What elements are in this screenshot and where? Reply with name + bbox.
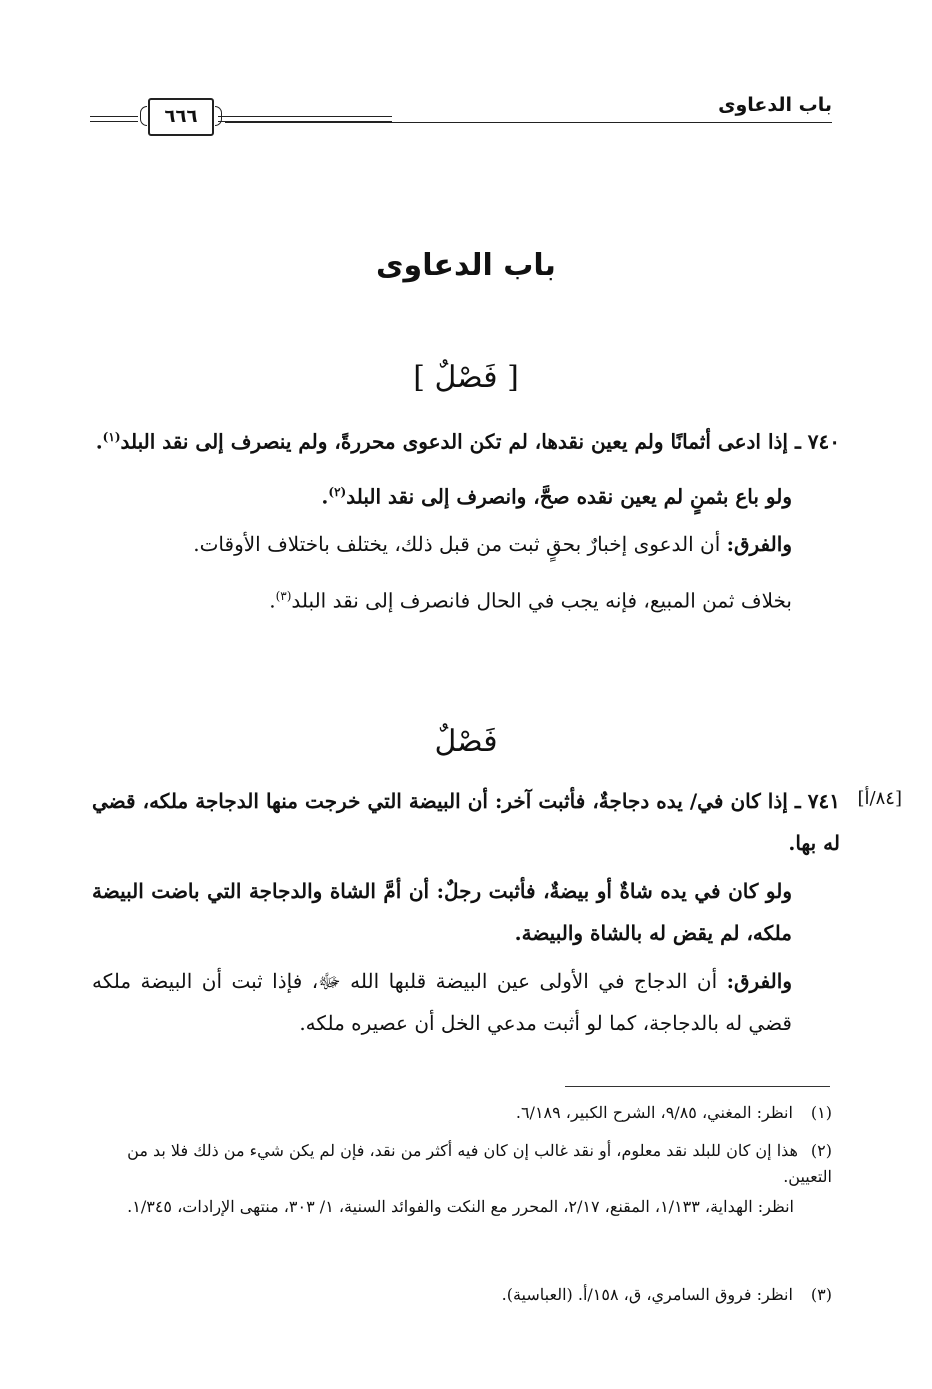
item-number: ٧٤٠ ـ: [794, 429, 840, 454]
header-double-rule: [218, 116, 392, 122]
footnote-ref: (٣): [275, 589, 292, 604]
difference-paragraph: [92, 523, 792, 565]
footnote-text: انظر: فروق السامري، ق، ١٥٨/أ. (العباسية).: [501, 1285, 793, 1304]
item-text: إذا كان في/ يده دجاجةٌ، فأثبت آخر: أن البيضة التي خرجت منها الدجاجة ملكه، قضي له بها.: [92, 789, 840, 855]
footnote-separator: [565, 1086, 830, 1087]
paragraph: ولو باع بثمنٍ لم يعين نقده صحَّ، وانصرف إلى نقد البلد$^{(٢)}$.: [321, 484, 792, 509]
item-740: ٧٤٠ ـ إذا ادعى أثمانًا ولم يعين نقدها، لم تكن الدعوى محررةً، ولم ينصرف إلى نقد البلد$^{(١)}$.: [95, 429, 840, 454]
paragraph-text: بخلاف ثمن المبيع، فإنه يجب في الحال فانصرف إلى نقد البلد: [291, 588, 792, 613]
difference-label: والفرق:: [726, 969, 792, 993]
section-1-body: [92, 416, 840, 622]
header-rule: [225, 122, 832, 123]
section-heading: فَصْلٌ: [434, 724, 498, 759]
item-text: إذا ادعى أثمانًا ولم يعين نقدها، لم تكن الدعوى محررةً، ولم ينصرف إلى نقد البلد: [120, 429, 788, 454]
paragraph-text: ولو باع بثمنٍ لم يعين نقده صحَّ، وانصرف إلى نقد البلد: [346, 484, 792, 509]
footnote-number: (١): [810, 1103, 832, 1122]
header-double-rule-left: [90, 116, 138, 122]
footnote: [92, 1138, 832, 1220]
manuscript-folio-ref: [٨٤/أ]: [857, 788, 902, 809]
section-heading: [ فَصْلٌ ]: [413, 360, 519, 395]
item-number: ٧٤١ ـ: [794, 789, 840, 813]
item-741: [92, 780, 840, 864]
difference-paragraph: [92, 960, 792, 1044]
running-title: باب الدعاوى: [718, 94, 832, 116]
difference-text: أن الدعوى إخبارٌ بحقٍ ثبت من قبل ذلك، يختلف باختلاف الأوقات.: [193, 532, 721, 557]
footnote-text: انظر: المغني، ٩/٨٥، الشرح الكبير، ٦/١٨٩.: [515, 1103, 793, 1122]
section-2-body: [92, 780, 840, 1044]
footnote-number: (٣): [810, 1285, 832, 1304]
page-number-frame: [148, 98, 214, 136]
page-number: ٦٦٦: [164, 106, 198, 127]
paragraph: [92, 870, 792, 954]
footnote-number: (٢): [810, 1141, 832, 1160]
paragraph-text: ولو كان في يده شاةٌ أو بيضةٌ، فأثبت رجلٌ: أن أمَّ الشاة والدجاجة التي باضت البيضة ملكه، لم يقض له بالشاة والبيضة.: [92, 879, 792, 945]
footnote-text: هذا إن كان للبلد نقد معلوم، أو نقد غالب إن كان فيه أكثر من نقد، فإن لم يكن شيء من ذلك فلا بد من التعيين.: [127, 1141, 832, 1186]
footnote: [92, 1282, 832, 1308]
footnote: [92, 1100, 832, 1126]
difference-text: أن الدجاج في الأولى عين البيضة قلبها الله ﷻ، فإذا ثبت أن البيضة ملكه قضي له بالدجاجة، كما لو أثبت مدعي الخل أن عصيره ملكه.: [92, 969, 792, 1035]
footnote-text: انظر: الهداية، ١/١٣٣، المقنع، ٢/١٧، المحرر مع النكت والفوائد السنية، ١/ ٣٠٣، منتهى الإرادات، ١/٣٤٥.: [127, 1197, 794, 1216]
chapter-title: باب الدعاوى: [376, 248, 556, 283]
paragraph: بخلاف ثمن المبيع، فإنه يجب في الحال فانصرف إلى نقد البلد$^{(٣)}$.: [269, 588, 792, 613]
difference-label: والفرق:: [726, 532, 792, 557]
footnote-ref: (٢): [328, 484, 347, 499]
footnote-ref: (١): [102, 430, 121, 444]
running-header: [90, 88, 832, 140]
